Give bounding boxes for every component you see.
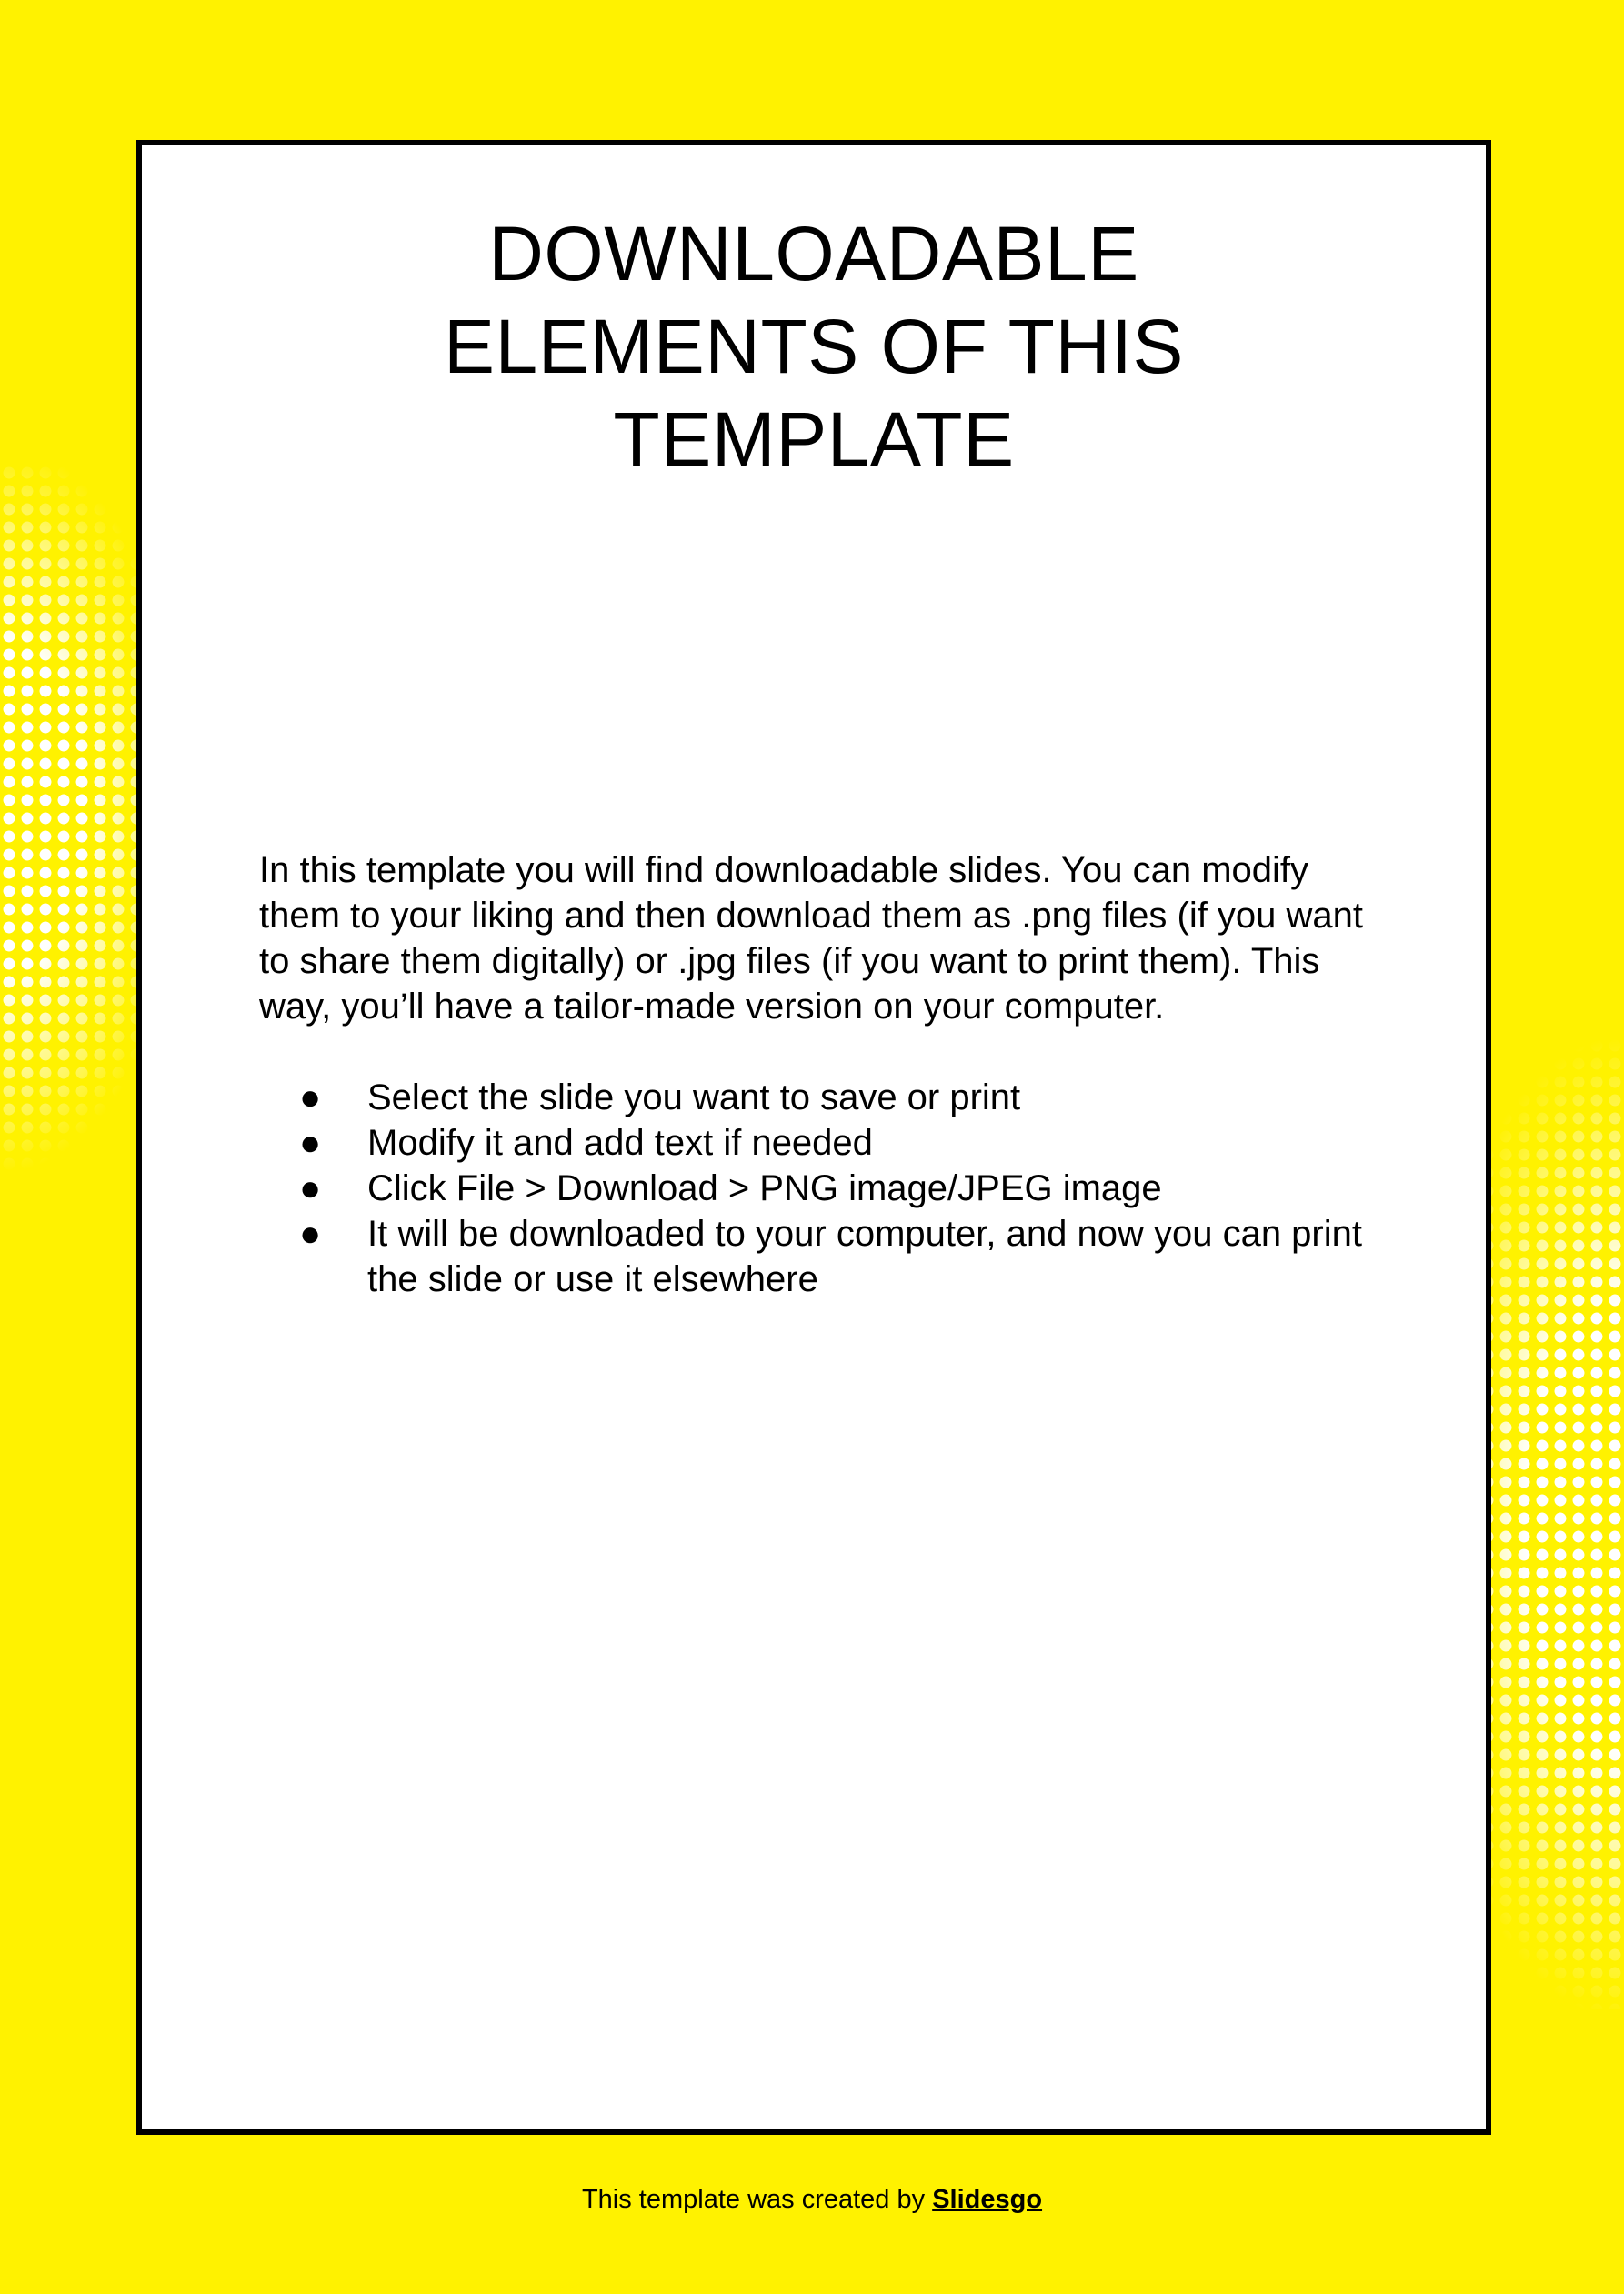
halftone-dots-left — [0, 464, 159, 1191]
steps-list — [259, 1075, 1387, 1302]
intro-paragraph: In this template you will find downloadable slides. You can modify them to your liking and then download them as .png files (if you want to share them digitally) or .jpg files (if you want to print them). This way, you’ll have a tailor-made version on your computer. — [259, 850, 1364, 1027]
page-title: DOWNLOADABLE ELEMENTS OF THIS TEMPLATE — [444, 211, 1184, 482]
bullet-icon: ● — [299, 1077, 322, 1117]
step-text: Select the slide you want to save or print — [367, 1077, 1021, 1117]
content-frame — [136, 140, 1491, 2135]
step-text: Click File > Download > PNG image/JPEG image — [367, 1168, 1162, 1208]
bullet-icon: ● — [299, 1123, 322, 1163]
footer-credit — [0, 2183, 1624, 2216]
body-text — [259, 847, 1387, 1302]
bullet-icon: ● — [299, 1214, 322, 1254]
list-item — [259, 1166, 1387, 1211]
step-text: It will be downloaded to your computer, and now you can print the slide or use it elsewhere — [367, 1214, 1362, 1299]
bullet-icon: ● — [299, 1168, 322, 1208]
list-item — [259, 1075, 1387, 1120]
footer-text: This template was created by — [581, 2185, 933, 2214]
slidesgo-link[interactable]: Slidesgo — [932, 2185, 1043, 2214]
list-item — [259, 1211, 1387, 1302]
step-text: Modify it and add text if needed — [367, 1123, 873, 1163]
list-item — [259, 1120, 1387, 1166]
